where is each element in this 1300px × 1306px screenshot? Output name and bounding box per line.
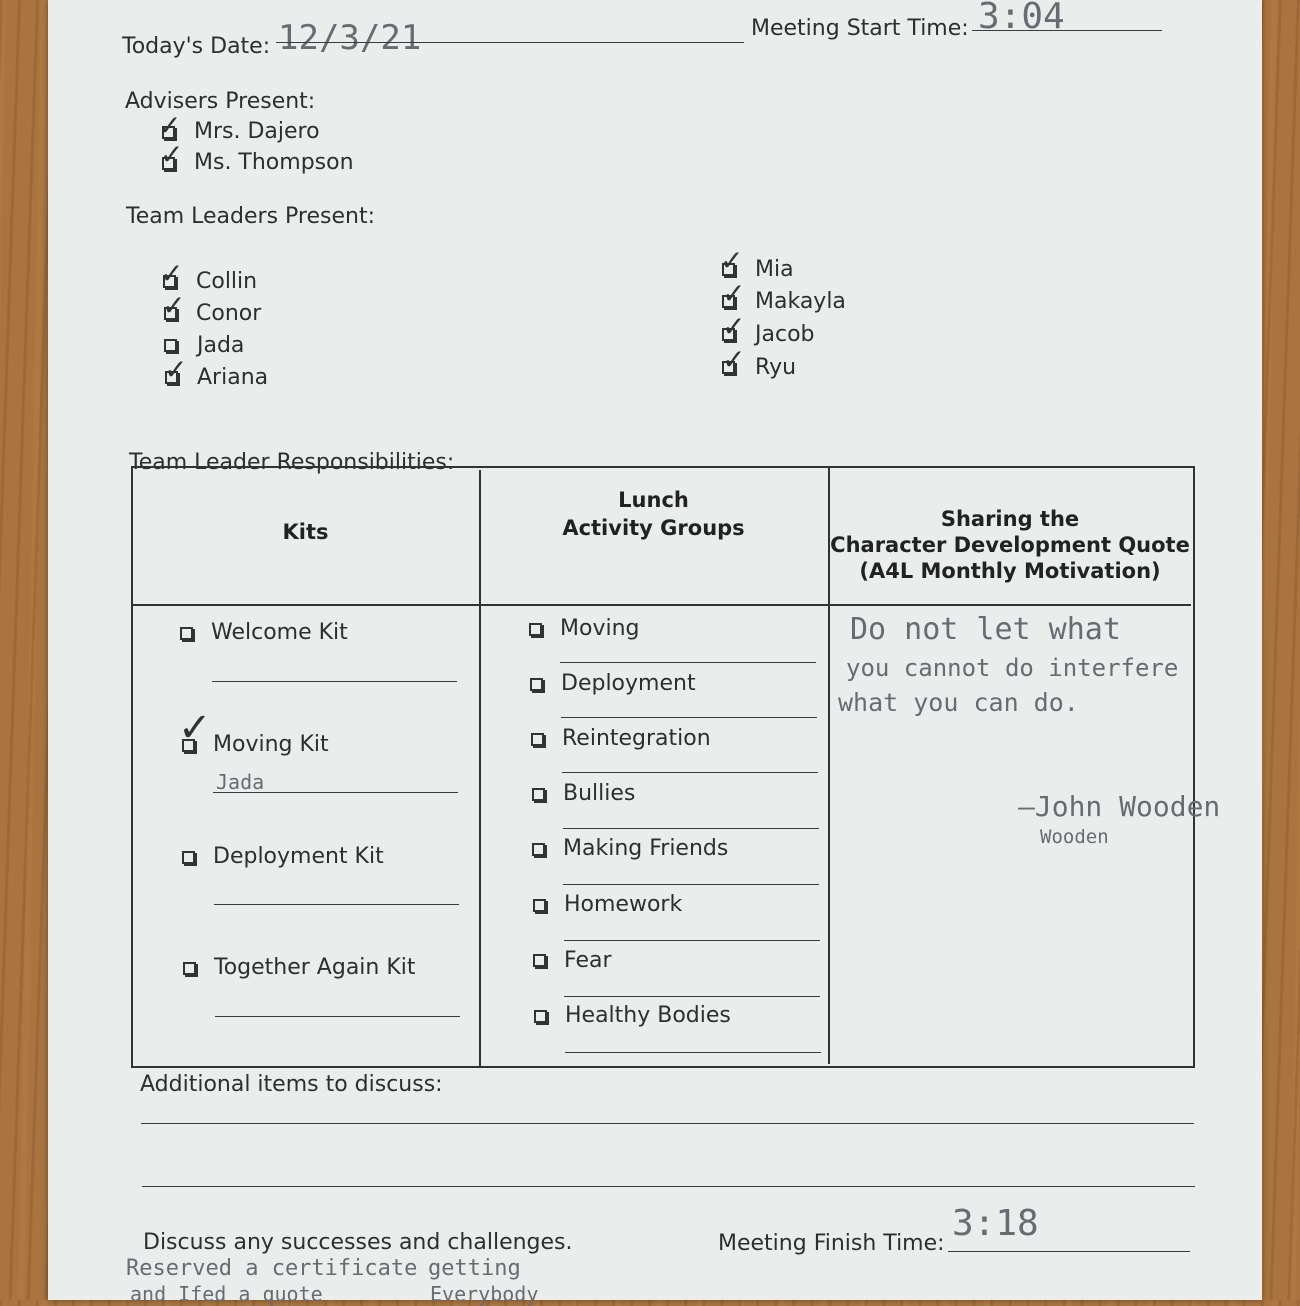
checkmark-icon: ✓ (722, 277, 746, 310)
group-label: Moving (560, 616, 640, 641)
quote-line: Do not let what (850, 612, 1121, 647)
checkbox[interactable] (530, 678, 543, 691)
kit-assignee-line (214, 904, 459, 905)
successes-note: Reserved a certificate (126, 1256, 418, 1281)
date-underline (276, 42, 744, 43)
finish-time-label: Meeting Finish Time: (718, 1231, 945, 1256)
checkbox[interactable] (533, 899, 546, 912)
leaders-title: Team Leaders Present: (126, 204, 375, 229)
kit-label: Moving Kit (213, 732, 329, 757)
checkmark-icon: ✓ (720, 244, 744, 277)
additional-title: Additional items to discuss: (140, 1072, 443, 1097)
quote-line: what you can do. (838, 688, 1079, 717)
responsibilities-title: Team Leader Responsibilities: (129, 450, 455, 475)
group-line (563, 828, 819, 829)
leader-name: Collin (196, 269, 258, 294)
checkmark-icon: ✓ (722, 310, 746, 343)
leader-name: Mia (755, 257, 794, 282)
leader-name: Ariana (197, 365, 269, 390)
quote-header-line2: Character Development Quote (830, 533, 1190, 557)
group-line (564, 996, 820, 997)
checkbox[interactable] (180, 627, 193, 640)
group-label: Making Friends (563, 836, 729, 861)
kit-label: Welcome Kit (211, 620, 348, 645)
leader-name: Jada (197, 333, 245, 358)
kit-label: Together Again Kit (214, 955, 416, 980)
kit-assignee-line (212, 681, 457, 682)
checkbox[interactable] (532, 843, 545, 856)
start-time-label: Meeting Start Time: (751, 16, 969, 41)
finish-time-value: 3:18 (952, 1203, 1039, 1244)
adviser-name: Ms. Thompson (194, 150, 354, 175)
group-label: Bullies (563, 781, 636, 806)
checkmark-icon: ✓ (164, 353, 188, 386)
group-line (562, 772, 818, 773)
kit-assignee-line (213, 792, 458, 793)
checkmark-icon: ✓ (160, 138, 184, 171)
checkmark-icon: ✓ (162, 289, 186, 322)
checkbox[interactable] (183, 962, 196, 975)
checkbox[interactable] (182, 851, 195, 864)
group-label: Homework (564, 892, 683, 917)
checkbox[interactable] (534, 1010, 547, 1023)
additional-line (142, 1186, 1195, 1187)
challenges-note: Everybody (430, 1282, 539, 1306)
kits-header: Kits (282, 520, 329, 544)
groups-header-line1: Lunch (618, 488, 689, 512)
group-label: Reintegration (562, 726, 711, 751)
successes-label: Discuss any successes and challenges. (143, 1230, 573, 1255)
kit-assignee: Jada (216, 770, 265, 794)
date-value: 12/3/21 (278, 18, 422, 58)
quote-header-line1: Sharing the (940, 507, 1080, 531)
quote-header-line3: (A4L Monthly Motivation) (859, 559, 1161, 583)
column-divider (479, 470, 481, 1066)
leader-name: Makayla (755, 289, 846, 314)
checkmark-icon: ✓ (178, 705, 212, 751)
date-label: Today's Date: (122, 34, 271, 59)
checkmark-icon: ✓ (722, 343, 746, 376)
finish-time-underline (948, 1251, 1190, 1252)
group-label: Healthy Bodies (565, 1003, 731, 1028)
checkmark-icon: ✓ (158, 109, 182, 142)
additional-line (141, 1123, 1194, 1124)
leader-name: Jacob (755, 322, 815, 347)
successes-note: and Ifed a quote (130, 1282, 323, 1306)
leader-name: Conor (196, 301, 262, 326)
checkmark-icon: ✓ (160, 257, 184, 290)
challenges-note: getting (428, 1256, 521, 1281)
group-line (564, 940, 820, 941)
checkbox[interactable] (164, 339, 177, 352)
groups-header-line2: Activity Groups (562, 516, 745, 540)
group-line (563, 884, 819, 885)
group-label: Deployment (561, 671, 696, 696)
group-line (561, 717, 817, 718)
checkbox[interactable] (531, 733, 544, 746)
checkbox[interactable] (533, 954, 546, 967)
quote-author: Wooden (1040, 826, 1109, 848)
checkbox[interactable] (532, 788, 545, 801)
header-divider (131, 604, 1191, 606)
leader-name: Ryu (755, 355, 797, 380)
quote-line: you cannot do interfere (846, 654, 1179, 682)
group-label: Fear (564, 948, 612, 973)
kit-assignee-line (215, 1016, 460, 1017)
advisers-title: Advisers Present: (125, 89, 316, 114)
start-time-underline (972, 30, 1162, 31)
checkbox[interactable] (529, 623, 542, 636)
start-time-value: 3:04 (978, 0, 1065, 37)
kit-label: Deployment Kit (213, 844, 384, 869)
group-line (565, 1052, 821, 1053)
quote-author: —John Wooden (1018, 790, 1221, 823)
group-line (560, 662, 816, 663)
adviser-name: Mrs. Dajero (194, 119, 320, 144)
